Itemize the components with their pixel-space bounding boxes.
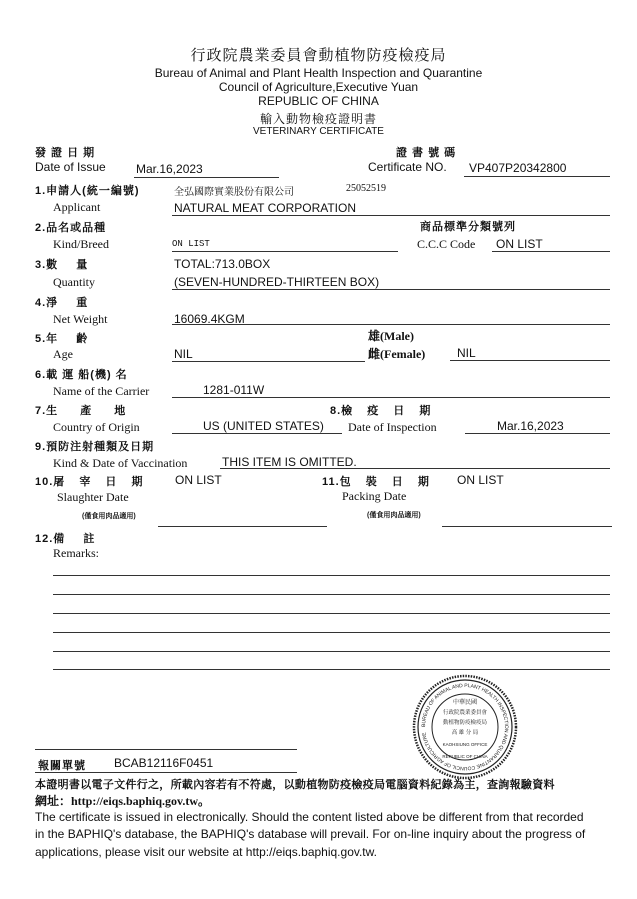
sex-value: NIL bbox=[457, 346, 476, 360]
sex-underline bbox=[450, 360, 610, 361]
quantity-label: Quantity bbox=[53, 275, 95, 289]
remarks-line bbox=[53, 575, 610, 576]
ccc-underline bbox=[492, 251, 610, 252]
seal-ring-text: BUREAU OF ANIMAL AND PLANT HEALTH INSPECTION AND QUARANTINE COUNCIL OF AGRICULTURE bbox=[420, 682, 510, 772]
cert-no-label: Certificate NO. bbox=[368, 160, 447, 174]
applicant-label: Applicant bbox=[53, 200, 101, 214]
inspection-value: Mar.16,2023 bbox=[497, 419, 564, 433]
vaccination-label: Kind & Date of Vaccination bbox=[53, 456, 188, 470]
applicant-label-zh: 1.申請人(統一編號) bbox=[35, 185, 140, 197]
vaccination-underline bbox=[220, 468, 610, 469]
packing-underline bbox=[442, 526, 612, 527]
date-of-issue-label-zh: 發 證 日 期 bbox=[35, 147, 96, 159]
bureau-name: Bureau of Animal and Plant Health Inspection and Quarantine bbox=[154, 66, 483, 80]
footer-zh-url: 網址：http://eiqs.baphiq.gov.tw。 bbox=[35, 794, 211, 808]
kind-label-zh: 2.品名或品種 bbox=[35, 222, 107, 234]
carrier-value: 1281-011W bbox=[203, 383, 265, 397]
footer-en-line-1: The certificate is issued in electronically. Should the content listed above be different from that recorded bbox=[35, 810, 584, 824]
footer-en-line-3: applications, please visit our website at http://eiqs.baphiq.gov.tw. bbox=[35, 845, 377, 859]
applicant-underline bbox=[172, 215, 610, 216]
packing-note: (僅食用肉品適用) bbox=[367, 512, 421, 519]
date-of-issue-label: Date of Issue bbox=[35, 160, 106, 174]
sex-male-label: 雄(Male) bbox=[368, 329, 414, 343]
date-of-issue-value: Mar.16,2023 bbox=[136, 162, 203, 176]
remarks-label: Remarks: bbox=[53, 546, 99, 560]
packing-value: ON LIST bbox=[457, 473, 504, 487]
net-weight-value: 16069.4KGM bbox=[174, 312, 245, 326]
origin-underline bbox=[172, 433, 342, 434]
inspection-label-zh: 8.檢 疫 日 期 bbox=[330, 405, 432, 417]
net-weight-label-zh: 4.淨 重 bbox=[35, 297, 89, 309]
quantity-underline bbox=[172, 289, 610, 290]
council-name: Council of Agriculture,Executive Yuan bbox=[218, 80, 419, 94]
quantity-value: TOTAL:713.0BOX bbox=[174, 257, 271, 271]
ccc-value: ON LIST bbox=[496, 237, 543, 251]
slaughter-label-zh: 10.屠 宰 日 期 bbox=[35, 476, 144, 488]
origin-value: US (UNITED STATES) bbox=[203, 419, 324, 433]
slaughter-label: Slaughter Date bbox=[57, 490, 129, 504]
declaration-label-zh: 報關單號 bbox=[38, 760, 86, 772]
age-label-zh: 5.年 齡 bbox=[35, 333, 89, 345]
carrier-underline bbox=[172, 397, 610, 398]
applicant-tax-id: 25052519 bbox=[346, 183, 386, 194]
vaccination-label-zh: 9.預防注射種類及日期 bbox=[35, 441, 155, 453]
origin-label: Country of Origin bbox=[53, 420, 140, 434]
declaration-top-line bbox=[35, 749, 297, 750]
ccc-label: C.C.C Code bbox=[417, 237, 476, 251]
packing-label-zh: 11.包 裝 日 期 bbox=[322, 476, 430, 488]
slaughter-value: ON LIST bbox=[175, 473, 222, 487]
official-seal bbox=[412, 674, 518, 780]
remarks-line bbox=[53, 613, 610, 614]
seal-bottom-text: REPUBLIC OF CHINA bbox=[442, 754, 488, 759]
packing-label: Packing Date bbox=[342, 489, 407, 503]
ccc-label-zh: 商品標準分類號列 bbox=[420, 221, 516, 233]
seal-line-1: 中華民國 bbox=[452, 700, 478, 706]
certificate-title-zh: 輸入動物檢疫證明書 bbox=[259, 112, 377, 126]
vaccination-value: THIS ITEM IS OMITTED. bbox=[222, 455, 357, 469]
remarks-line bbox=[53, 651, 610, 652]
slaughter-note: (僅食用肉品適用) bbox=[82, 513, 136, 520]
agency-title-zh: 行政院農業委員會動植物防疫檢疫局 bbox=[190, 47, 447, 64]
cert-no-underline bbox=[464, 176, 610, 177]
seal-office: KAOHSIUNG OFFICE bbox=[442, 742, 488, 747]
age-underline bbox=[172, 361, 365, 362]
slaughter-underline bbox=[158, 526, 327, 527]
kind-underline bbox=[172, 251, 398, 252]
applicant-value: NATURAL MEAT CORPORATION bbox=[174, 201, 357, 215]
remarks-line bbox=[53, 594, 610, 595]
cert-no-label-zh: 證 書 號 碼 bbox=[396, 147, 457, 159]
declaration-value: BCAB12116F0451 bbox=[114, 756, 214, 770]
applicant-name-zh: 全弘國際實業股份有限公司 bbox=[174, 187, 294, 198]
date-of-issue-underline bbox=[134, 177, 279, 178]
certificate-title-en: VETERINARY CERTIFICATE bbox=[253, 126, 384, 137]
seal-line-4: 高 雄 分 局 bbox=[451, 730, 479, 736]
kind-label: Kind/Breed bbox=[53, 237, 109, 251]
origin-label-zh: 7.生 產 地 bbox=[35, 405, 127, 417]
inspection-label: Date of Inspection bbox=[348, 420, 437, 434]
country-name: REPUBLIC OF CHINA bbox=[258, 94, 379, 108]
inspection-underline bbox=[465, 433, 610, 434]
footer-en-line-2: in the BAPHIQ's database, the BAPHIQ's database will prevail. For on-line inquiry about the progress of bbox=[35, 827, 586, 841]
carrier-label-zh: 6.載 運 船(機) 名 bbox=[35, 369, 128, 381]
carrier-label: Name of the Carrier bbox=[53, 384, 150, 398]
age-label: Age bbox=[53, 347, 73, 361]
quantity-label-zh: 3.數 量 bbox=[35, 259, 89, 271]
remarks-line bbox=[53, 632, 610, 633]
remarks-label-zh: 12.備 註 bbox=[35, 533, 96, 545]
age-value: NIL bbox=[174, 347, 193, 361]
cert-no-value: VP407P20342800 bbox=[469, 161, 567, 175]
remarks-line bbox=[53, 669, 610, 670]
net-weight-underline bbox=[172, 324, 610, 325]
declaration-bottom-line bbox=[35, 772, 297, 773]
seal-line-3: 動植物防疫檢疫局 bbox=[442, 720, 488, 726]
footer-zh: 本證明書以電子文件行之，所載內容若有不符處，以動植物防疫檢疫局電腦資料紀錄為主，查詢報驗資料 bbox=[35, 779, 555, 791]
sex-female-label: 雌(Female) bbox=[368, 347, 426, 361]
quantity-value-words: (SEVEN-HUNDRED-THIRTEEN BOX) bbox=[174, 275, 380, 289]
seal-line-2: 行政院農業委員會 bbox=[442, 710, 488, 716]
net-weight-label: Net Weight bbox=[53, 312, 108, 326]
kind-value: ON LIST bbox=[172, 239, 210, 249]
